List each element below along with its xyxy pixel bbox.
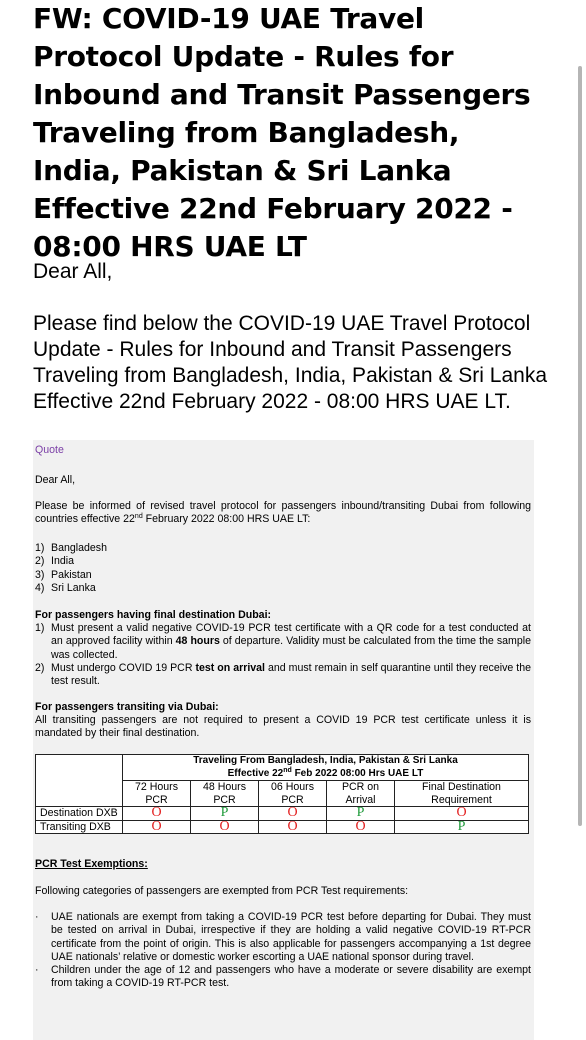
status-cell: P xyxy=(191,807,259,821)
scrollbar[interactable] xyxy=(578,66,582,826)
transit-heading: For passengers transiting via Dubai: xyxy=(35,701,219,713)
list-item: · UAE nationals are exempt from taking a COVID-19 PCR test before departing for Dubai. They must be tested on arrival in Dubai, irrespective if they are holding a valid negative COVID-19 RT-PCR certificate from the point of origin. This is also applicable for passengers accompanying a 1st degree UAE nationals’ relative or domestic worker escorting a UAE national sponsor during travel. xyxy=(35,911,531,963)
column-header: PCR on Arrival xyxy=(327,781,395,807)
row-label: Transiting DXB xyxy=(36,820,123,834)
email-subject-title: FW: COVID-19 UAE Travel Protocol Update - Rules for Inbound and Transit Passengers Traveling from Bangladesh, India, Pakistan & Sri Lanka Effective 22nd February 2022 - 08:00 HRS UAE LT xyxy=(33,2,531,263)
row-label: Destination DXB xyxy=(36,807,123,821)
exemptions-heading: PCR Test Exemptions: xyxy=(35,858,148,870)
status-cell: P xyxy=(395,820,529,834)
quote-label[interactable]: Quote xyxy=(35,444,64,456)
quote-notice: Please be informed of revised travel protocol for passengers inbound/transiting Dubai from following countries effective 22nd February 2022 08:00 HRS UAE LT: xyxy=(35,500,531,526)
exemptions-list xyxy=(35,911,531,991)
column-header: Final Destination Requirement xyxy=(395,781,529,807)
status-cell: O xyxy=(259,807,327,821)
status-cell: O xyxy=(327,820,395,834)
list-item: 1) Must present a valid negative COVID-19 PCR test certificate with a QR code for a test conducted at an approved facility within 48 hours of departure. Validity must be calculated from the time the sample was collected. xyxy=(35,622,531,661)
table-row xyxy=(36,807,529,821)
email-greeting: Dear All, xyxy=(33,260,113,283)
table-row xyxy=(36,820,529,834)
status-cell: O xyxy=(123,807,191,821)
country-list xyxy=(35,542,531,595)
list-item: 2) Must undergo COVID 19 PCR test on arrival and must remain in self quarantine until they receive the test result. xyxy=(35,661,531,688)
list-item: 4) Sri Lanka xyxy=(35,581,96,594)
list-item: 1) Bangladesh xyxy=(35,542,107,554)
column-header: 72 Hours PCR xyxy=(123,781,191,807)
list-item: · Children under the age of 12 and passengers who have a moderate or severe disability are exempt from taking a COVID-19 RT-PCR test. xyxy=(35,964,531,990)
list-item: 3) Pakistan xyxy=(35,568,92,581)
status-cell: O xyxy=(191,820,259,834)
exemptions-intro: Following categories of passengers are exempted from PCR Test requirements: xyxy=(35,885,409,897)
pcr-requirements-table xyxy=(35,754,529,834)
column-header: 06 Hours PCR xyxy=(259,781,327,807)
status-cell: O xyxy=(395,807,529,821)
column-header: 48 Hours PCR xyxy=(191,781,259,807)
email-intro-paragraph: Please find below the COVID-19 UAE Travel Protocol Update - Rules for Inbound and Transit Passengers Traveling from Bangladesh, India, Pakistan & Sri Lanka Effective 22nd February 2022 - 08:00 HRS UAE LT. xyxy=(33,312,547,413)
status-cell: P xyxy=(327,807,395,821)
transit-text: All transiting passengers are not required to present a COVID 19 PCR test certificate unless it is mandated by their final destination. xyxy=(35,714,531,740)
table-header: Traveling From Bangladesh, India, Pakistan & Sri Lanka Effective 22nd Feb 2022 08:00 Hrs UAE LT xyxy=(123,755,529,781)
list-item: 2) India xyxy=(35,555,74,568)
status-cell: O xyxy=(123,820,191,834)
status-cell: O xyxy=(259,820,327,834)
quote-greeting: Dear All, xyxy=(35,474,76,486)
dubai-rules-list xyxy=(35,622,531,688)
dubai-destination-heading: For passengers having final destination Dubai: xyxy=(35,609,272,621)
